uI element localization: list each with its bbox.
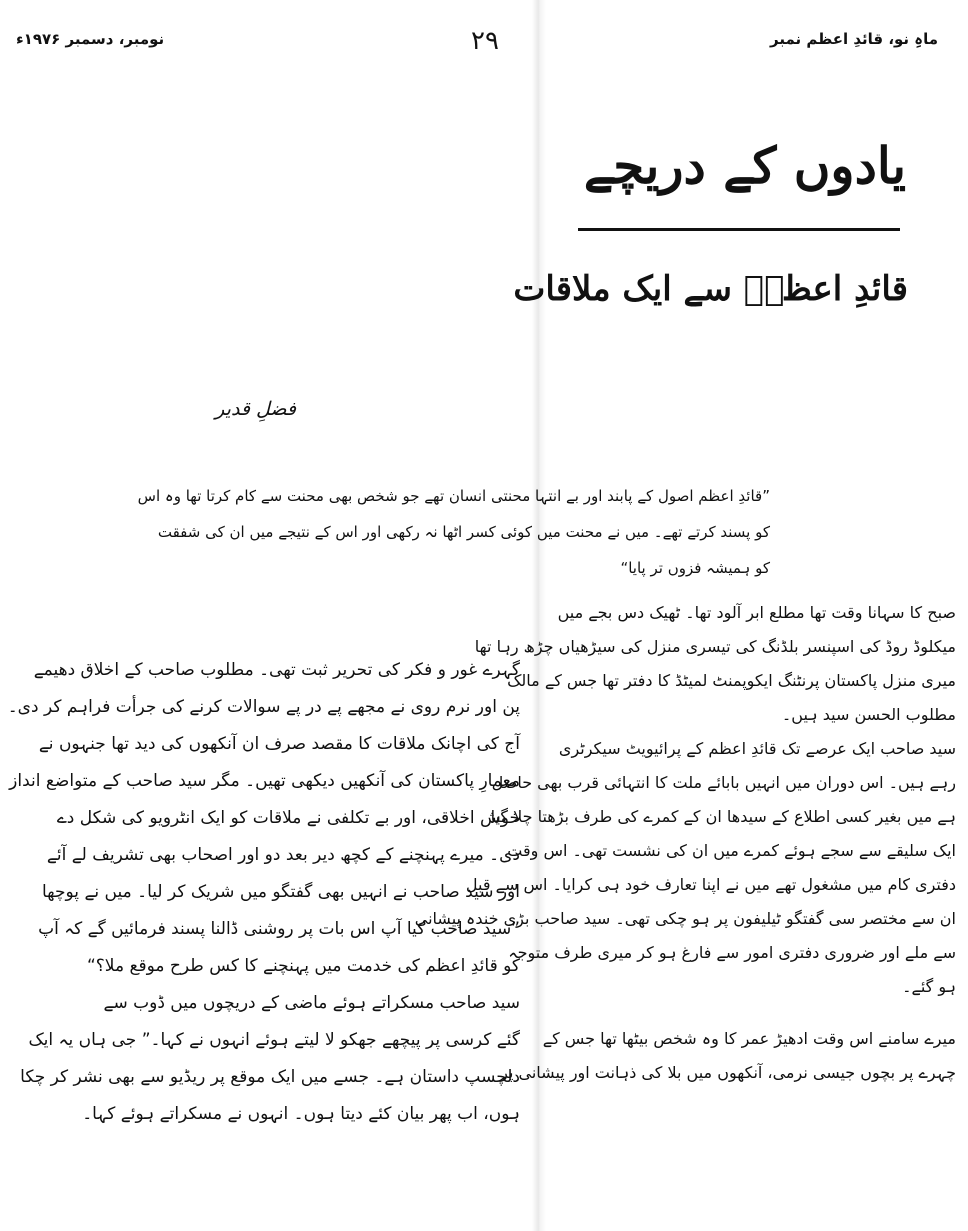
text-line: دی۔ میرے پہنچنے کے کچھ دیر بعد دو اور اصحاب بھی تشریف لے آئے bbox=[46, 845, 520, 865]
text-line: ایک سلیقے سے سجے ہوئے کمرے میں ان کی نشست تھی۔ اس وقت bbox=[507, 841, 956, 860]
text-line: سے ملے اور ضروری دفتری امور سے فارغ ہو کر میری طرف متوجہ bbox=[508, 943, 956, 962]
text-line: میری منزل پاکستان پرنٹنگ ایکوپمنٹ لمیٹڈ کا دفتر تھا جس کے مالک bbox=[507, 671, 956, 690]
text-line: گئے کرسی پر پیچھے جھکو لا لیتے ہوئے انہوں نے کہا۔” جی ہاں یہ ایک bbox=[28, 1030, 520, 1050]
text-line: پن اور نرم روی نے مجھے پے در پے سوالات کرنے کی جرأت فراہم کر دی۔ bbox=[7, 697, 520, 717]
text-line: چہرے پر بچوں جیسی نرمی، آنکھوں میں بلا کی ذہانت اور پیشانی پر bbox=[500, 1063, 956, 1082]
pull-quote bbox=[137, 478, 770, 586]
page-number: ۲۹ bbox=[471, 26, 499, 56]
article-subtitle: قائدِ اعظمؒ سے ایک ملاقات bbox=[513, 269, 908, 309]
text-line: ہوں، اب پھر بیان کئے دیتا ہوں۔ انہوں نے مسکراتے ہوئے کہا۔ bbox=[82, 1104, 520, 1124]
text-line: مطلوب الحسن سید ہیں۔ bbox=[781, 705, 956, 724]
text-line: معمارِ پاکستان کی آنکھیں دیکھی تھیں۔ مگر سید صاحب کے متواضع انداز bbox=[9, 771, 520, 791]
author-name: فضلِ قدیر bbox=[215, 398, 296, 420]
quote-line: ”قائدِ اعظم اصول کے پابند اور بے انتہا محنتی انسان تھے جو شخص بھی محنت سے کام کرتا تھا وہ اس bbox=[137, 487, 770, 505]
text-line: دلچسپ داستان ہے۔ جسے میں ایک موقع پر ریڈیو سے بھی نشر کر چکا bbox=[20, 1067, 520, 1087]
article-title: یادوں کے دریچے bbox=[583, 136, 906, 195]
text-line: ہے میں بغیر کسی اطلاع کے سیدھا ان کے کمرے کی طرف بڑھتا چلا گیا bbox=[490, 807, 956, 826]
text-line: دفتری کام میں مشغول تھے میں نے اپنا تعارف خود ہی کرایا۔ اس سے قبل bbox=[465, 875, 956, 894]
text-line: ”سید صاحب کیا آپ اس بات پر روشنی ڈالنا پسند فرمائیں گے کہ آپ bbox=[38, 919, 520, 939]
quote-line: کو پسند کرتے تھے۔ میں نے محنت میں کوئی کسر اٹھا نہ رکھی اور اس کے نتیجے میں ان کی شفقت bbox=[157, 523, 770, 541]
text-line: خوش اخلاقی، اور بے تکلفی نے ملاقات کو ایک انٹرویو کی شکل دے bbox=[56, 808, 520, 828]
paragraph-gap bbox=[548, 1004, 956, 1022]
text-line: رہے ہیں۔ اس دوران میں انہیں بابائے ملت کا انتہائی قرب بھی حاصل bbox=[491, 773, 956, 792]
text-line: کو قائدِ اعظم کی خدمت میں پہنچنے کا کس طرح موقع ملا؟“ bbox=[86, 956, 520, 976]
text-line: ہو گئے۔ bbox=[902, 977, 956, 996]
text-line: اور سید صاحب نے انہیں بھی گفتگو میں شریک کر لیا۔ میں نے پوچھا bbox=[42, 882, 520, 902]
left-text-column bbox=[7, 652, 520, 1133]
right-text-column bbox=[414, 596, 956, 1090]
issue-date: نومبر، دسمبر ۱۹۷۶ء bbox=[16, 30, 165, 48]
text-line: سید صاحب مسکراتے ہوئے ماضی کے دریچوں میں ڈوب سے bbox=[103, 993, 520, 1013]
quote-line: کو ہمیشہ فزوں تر پایا“ bbox=[620, 559, 770, 577]
text-line: سید صاحب ایک عرصے تک قائدِ اعظم کے پرائیویٹ سیکرٹری bbox=[558, 739, 956, 758]
text-line: میرے سامنے اس وقت ادھیڑ عمر کا وہ شخص بیٹھا تھا جس کے bbox=[542, 1029, 956, 1048]
text-line: آج کی اچانک ملاقات کا مقصد صرف ان آنکھوں کی دید تھا جنہوں نے bbox=[38, 734, 520, 754]
magazine-name: ماہِ نو، قائدِ اعظم نمبر bbox=[770, 30, 938, 48]
text-line: ان سے مختصر سی گفتگو ٹیلیفون پر ہو چکی تھی۔ سید صاحب بڑی خندہ پیشانی bbox=[414, 909, 956, 928]
title-underline bbox=[578, 228, 900, 231]
text-line: صبح کا سہانا وقت تھا مطلع ابر آلود تھا۔ ٹھیک دس بجے میں bbox=[557, 603, 956, 622]
text-line: میکلوڈ روڈ کی اسپنسر بلڈنگ کی تیسری منزل کی سیڑھیاں چڑھ رہا تھا bbox=[474, 637, 956, 656]
text-line: گہرے غور و فکر کی تحریر ثبت تھی۔ مطلوب صاحب کے اخلاق دھیمے bbox=[33, 660, 520, 680]
